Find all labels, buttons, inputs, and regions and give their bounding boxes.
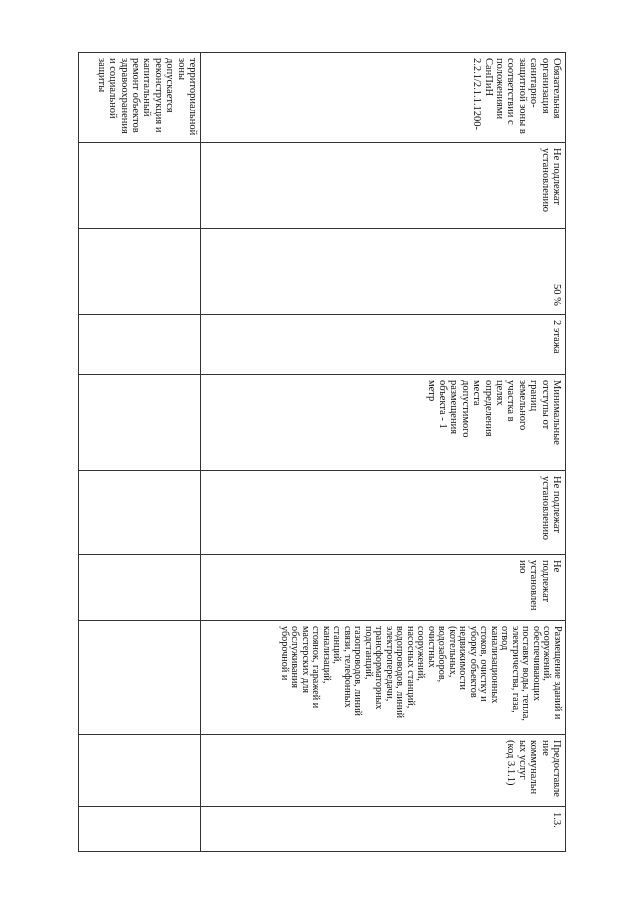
name-text: Предоставле ние коммунальн ых услуг (код 3.1.1) bbox=[505, 740, 562, 797]
grid-line bbox=[78, 554, 566, 555]
restrictions-text: Обязательная организация санитарно- защитной зоны в соответствии с положениями СанПиН 2.2.1/2.1.1.1200- bbox=[471, 58, 562, 134]
grid-line bbox=[565, 52, 566, 852]
grid-line bbox=[78, 52, 566, 53]
grid-line bbox=[200, 52, 201, 852]
description-text: Размещение зданий и сооружений, обеспечивающих поставку воды, тепла, электричества, газа, отвод канализационных стоков, очистку и уборку объектов недвижимости (котельных, водозаборов, очистных сооружений, насосных станций, водопроводов, линий электропередачи, трансформаторных подстанций, газопроводов, линий связи, телефонных станций, канализаций, стоянок, гаражей и мастерских для обслуживания уборочной и bbox=[279, 626, 563, 721]
grid-line bbox=[78, 314, 566, 315]
grid-line bbox=[78, 806, 566, 807]
grid-line bbox=[78, 228, 566, 229]
restrictions-text: территориальной зоны допускается реконструкция и капитальный ремонт объектов здравоохранения и социальной защиты bbox=[95, 58, 198, 136]
grid-line bbox=[78, 52, 79, 852]
grid-line bbox=[78, 470, 566, 471]
floors-text: 2 этажа bbox=[551, 320, 562, 354]
setbacks-text: Минимальные отступы от границ земельного участка в целях определения места допустимого размещения объекта - 1 метр bbox=[425, 380, 562, 445]
grid-line bbox=[78, 374, 566, 375]
grid-line bbox=[78, 734, 566, 735]
grid-line bbox=[78, 620, 566, 621]
grid-line bbox=[78, 851, 566, 852]
row-number: 1.3. bbox=[551, 812, 562, 828]
grid-line bbox=[78, 142, 566, 143]
min-area-text: Не подлежат установлен ию bbox=[516, 560, 562, 611]
max-area-text: Не подлежат установлению bbox=[539, 476, 562, 540]
other-params-text: Не подлежат установлению bbox=[539, 148, 562, 212]
coverage-text: 50 % bbox=[551, 284, 562, 306]
regulations-table bbox=[78, 52, 566, 852]
